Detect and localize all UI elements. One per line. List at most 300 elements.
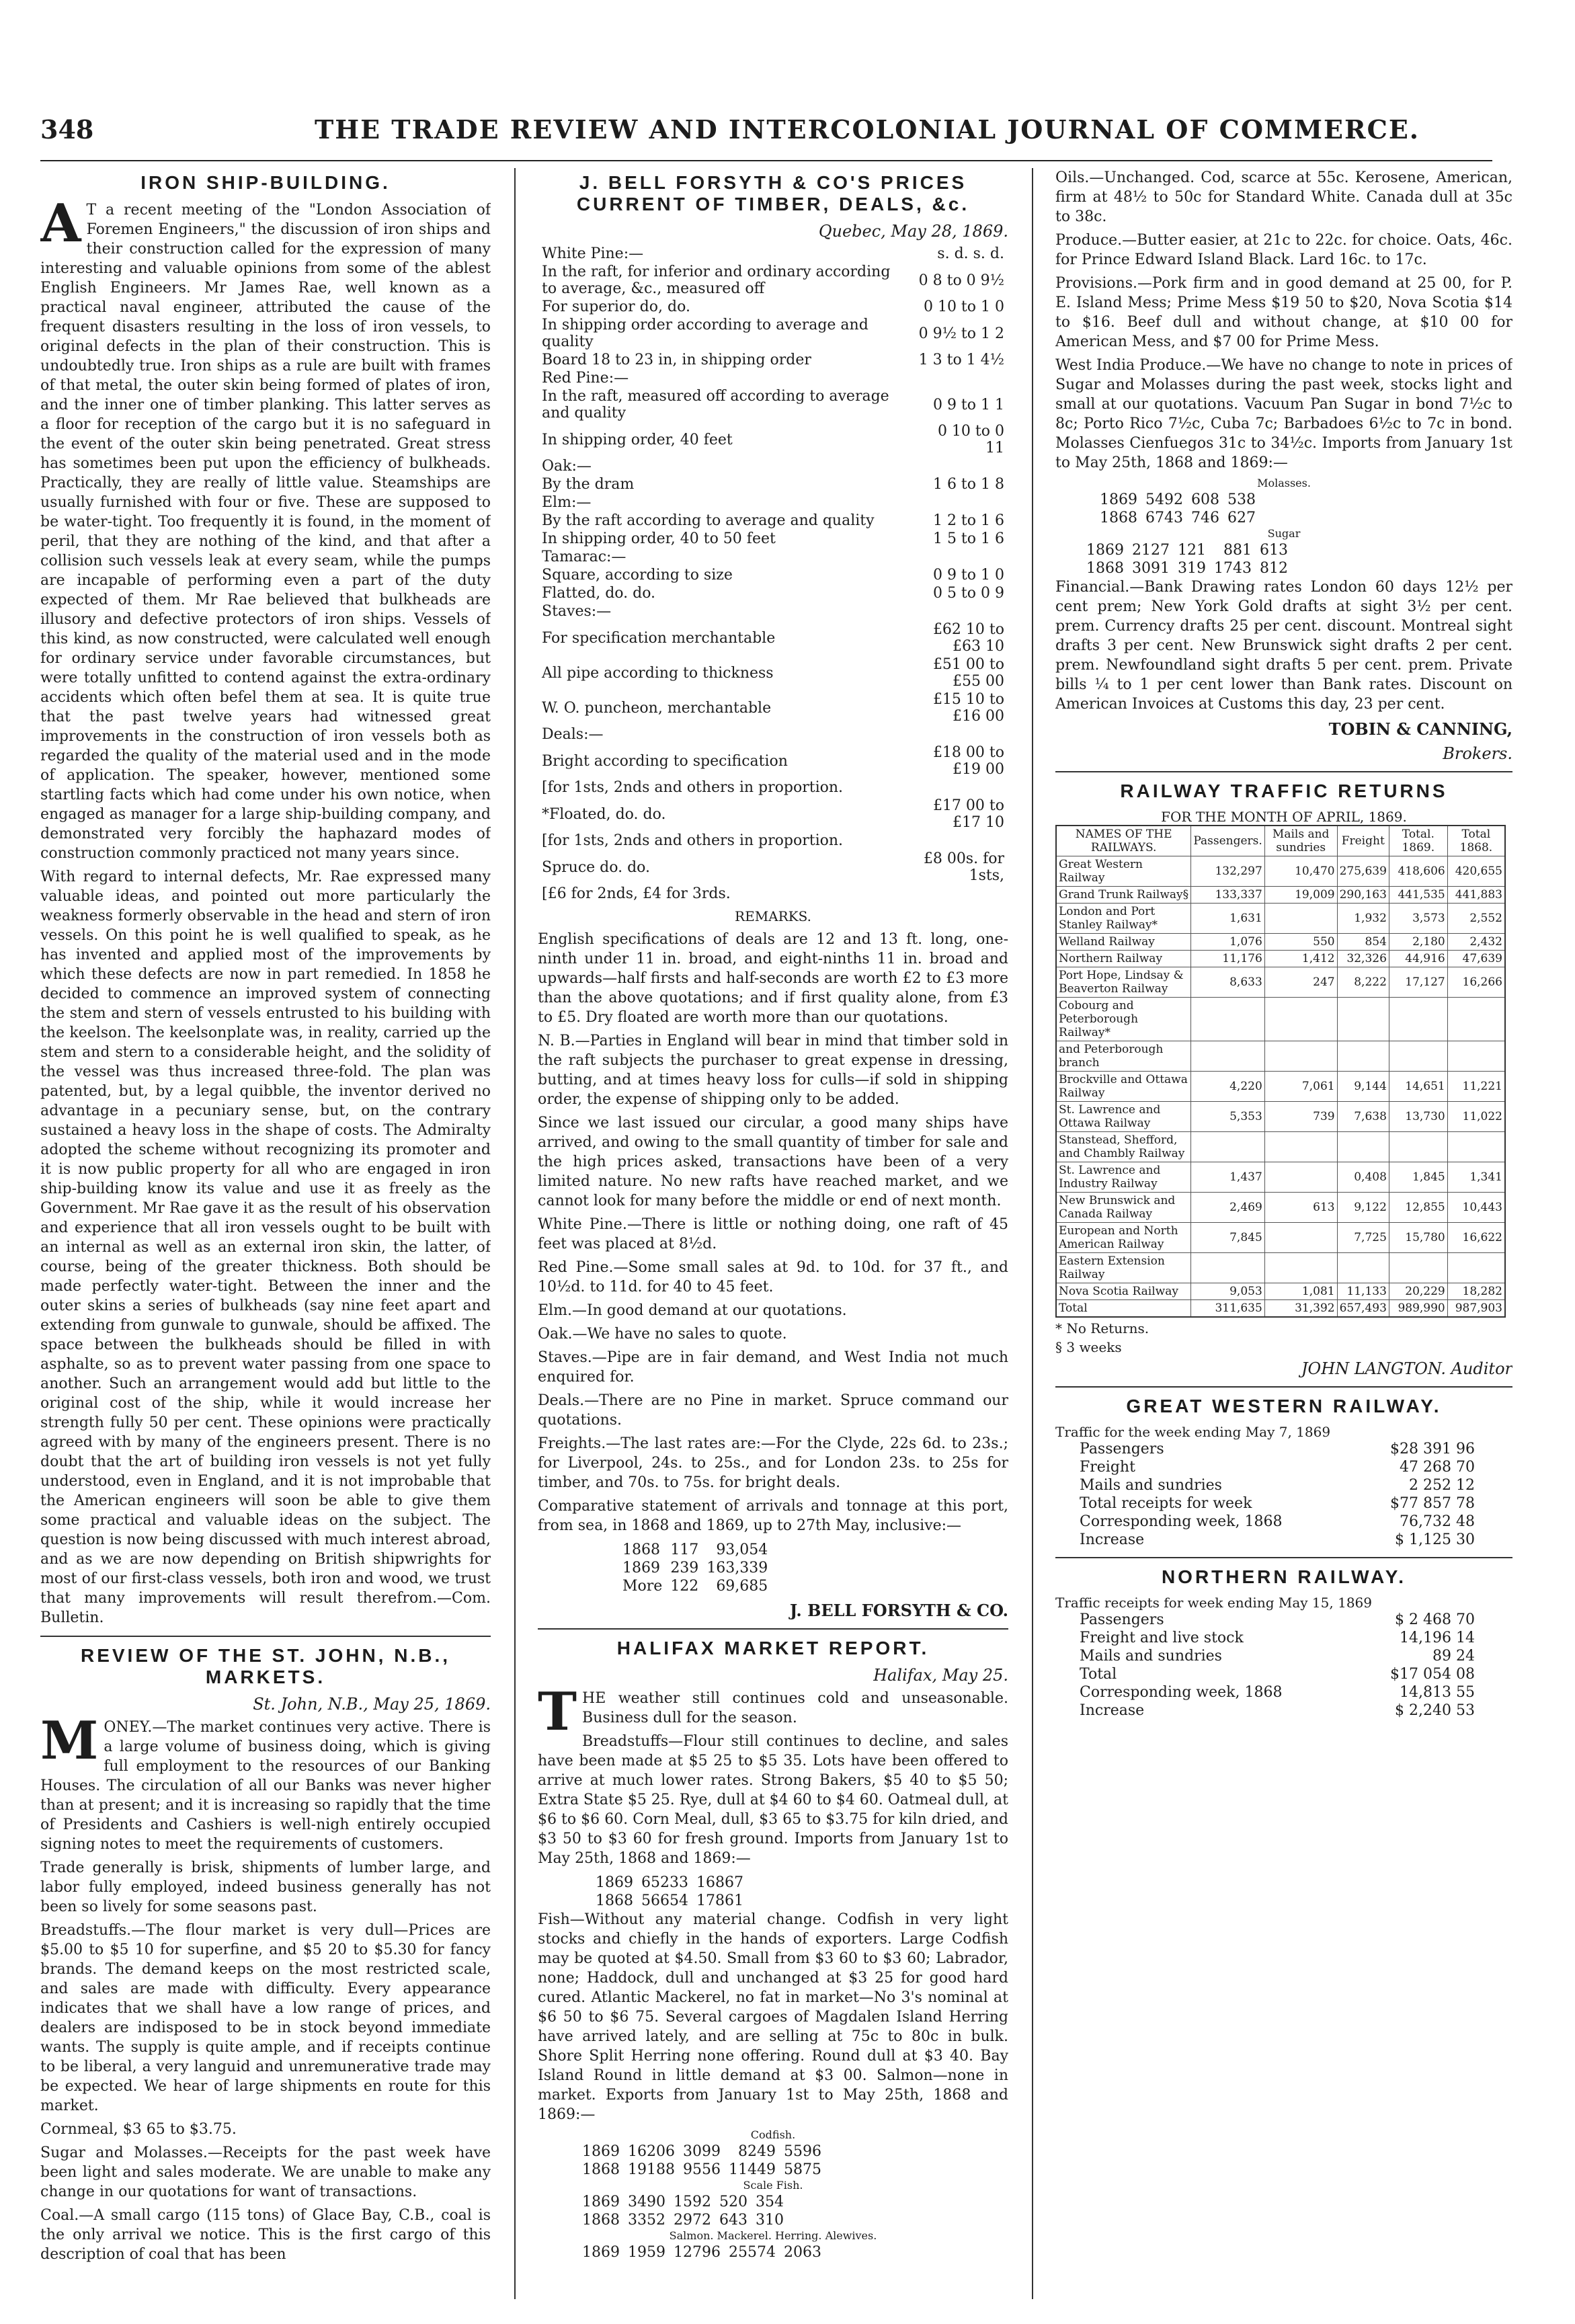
table-cell: 538 xyxy=(1227,491,1256,508)
table-cell: 550 xyxy=(1264,934,1337,951)
table-cell: 16867 xyxy=(696,1874,743,1891)
table-cell: Increase xyxy=(1080,1531,1145,1548)
table-cell: 6743 xyxy=(1145,510,1183,526)
table-cell: Passengers xyxy=(1080,1611,1164,1628)
remarks xyxy=(538,930,1008,1535)
table-cell: 47,639 xyxy=(1447,951,1505,967)
table-cell: 1,081 xyxy=(1264,1283,1337,1300)
table-cell xyxy=(1389,998,1447,1041)
price-row xyxy=(538,298,1008,316)
table-cell: 44,916 xyxy=(1389,951,1447,967)
table-row xyxy=(1056,1300,1505,1318)
table-cell: 319 xyxy=(1178,560,1206,577)
table-cell: 1868 xyxy=(1086,560,1124,577)
timber-price xyxy=(914,725,1008,744)
table-row xyxy=(1056,1041,1505,1072)
price-row xyxy=(538,725,1008,744)
table-row xyxy=(1056,1072,1505,1102)
table-cell: 5875 xyxy=(784,2161,821,2178)
railway-name: Grand Trunk Railway§ xyxy=(1056,887,1191,904)
timber-item: Staves:— xyxy=(542,603,612,620)
table-cell xyxy=(1337,1041,1389,1072)
table-cell: 17861 xyxy=(696,1892,743,1909)
table-cell: 1,845 xyxy=(1389,1162,1447,1193)
timber-item: *Floated, do. do. xyxy=(542,805,666,823)
table-cell: 1868 xyxy=(596,1892,633,1909)
table-cell: 1869 xyxy=(1100,491,1137,508)
table-cell: 69,685 xyxy=(716,1578,768,1595)
railway-name: Northern Railway xyxy=(1056,951,1191,967)
table-cell: 608 xyxy=(1191,491,1219,508)
table-row xyxy=(1056,998,1505,1041)
table-cell: 16,266 xyxy=(1447,967,1505,998)
timber-price: s. d. s. d. xyxy=(937,245,1004,262)
timber-price xyxy=(914,778,1008,797)
timber-item: Flatted, do. do. xyxy=(542,585,656,602)
article-paragraph: Provisions.—Pork firm and in good demand at 25 00, for P. E. Island Mess; Prime Mess $19 50 to $20, Nova Scotia $14 to $16. Beef dull and without change, at $10 00 for American Mess, and $7 00 for Prime Mess. xyxy=(1055,275,1512,350)
table-cell: 1869 xyxy=(622,1560,660,1576)
table-cell: $ 1,125 30 xyxy=(1395,1531,1475,1548)
railway-name: and Peterborough branch xyxy=(1056,1041,1191,1072)
page-header xyxy=(40,114,1553,155)
article-heading: J. BELL FORSYTH & CO'S PRICES CURRENT OF TIMBER, DEALS, &c. xyxy=(576,172,970,214)
table-cell: 520 xyxy=(719,2194,748,2210)
section-rule xyxy=(1055,771,1512,772)
table-cell xyxy=(1191,1041,1264,1072)
remark-paragraph: English specifications of deals are 12 and 13 ft. long, one-ninth under 11 in. broad, and eight-ninths 11 in. broad and upwards—half firsts and half-seconds are worth £2 to £3 more than the above quotations; and if first quality alone, from £3 to £5. Dry floated are worth more than our quotations. xyxy=(538,931,1008,1026)
table-cell xyxy=(1264,1041,1337,1072)
table-row xyxy=(618,1541,772,1559)
table-row xyxy=(1082,559,1292,577)
railway-name: Cobourg and Peterborough Railway* xyxy=(1056,998,1191,1041)
timber-price xyxy=(914,493,1008,512)
price-table xyxy=(538,245,1008,903)
table-row xyxy=(618,1559,772,1577)
table-row xyxy=(1056,904,1505,934)
table-row xyxy=(1076,1629,1479,1647)
table-cell: 121 xyxy=(1178,542,1206,559)
remark-paragraph: Since we last issued our circular, a good many ships have arrived, and owing to the small quantity of timber for sale and the high prices asked, transactions have been of a very limited nature. No new rafts have reached market, and we cannot look for many before the middle or end of next month. xyxy=(538,1115,1008,1209)
table-title: Salmon. Mackerel. Herring. Alewives. xyxy=(669,2229,877,2242)
table-cell: 1869 xyxy=(582,2244,620,2261)
table-cell: 311,635 xyxy=(1191,1300,1264,1318)
table-cell: 11,133 xyxy=(1337,1283,1389,1300)
table-cell: 122 xyxy=(670,1578,699,1595)
timber-item: [£6 for 2nds, £4 for 3rds. xyxy=(542,885,731,902)
table-cell: 19188 xyxy=(628,2161,675,2178)
railway-name: Eastern Extension Railway xyxy=(1056,1253,1191,1283)
table-row xyxy=(1076,1647,1479,1665)
timber-item: All pipe according to thickness xyxy=(542,664,774,682)
table-cell: 7,845 xyxy=(1191,1223,1264,1253)
table-cell xyxy=(1191,1253,1264,1283)
table-cell xyxy=(1264,1223,1337,1253)
table-cell: 275,639 xyxy=(1337,856,1389,887)
table-cell: 3099 xyxy=(683,2143,721,2160)
table-row xyxy=(1056,967,1505,998)
section-rule xyxy=(538,1628,1008,1630)
remark-paragraph: White Pine.—There is little or nothing doing, one raft of 45 feet was placed at 8½d. xyxy=(538,1216,1008,1252)
table-cell: 65233 xyxy=(641,1874,688,1891)
table-cell: 7,061 xyxy=(1264,1072,1337,1102)
table-cell: 354 xyxy=(756,2194,784,2210)
railway-name: New Brunswick and Canada Railway xyxy=(1056,1193,1191,1223)
table-row xyxy=(578,2211,788,2229)
railway-name: Nova Scotia Railway xyxy=(1056,1283,1191,1300)
table-cell: 1,631 xyxy=(1191,904,1264,934)
price-row xyxy=(538,850,1008,885)
price-row xyxy=(538,548,1008,566)
price-row xyxy=(538,387,1008,422)
dateline: Halifax, May 25. xyxy=(873,1666,1008,1685)
table-cell: 239 xyxy=(670,1560,699,1576)
article-paragraph: Fish—Without any material change. Codfish in very light stocks and chiefly in the hands of exporters. Large Codfish may be quoted at $4.50. Small from $3 60 to $3 60; Labrador, none; Haddock, dull and unchanged at $3 25 for good hard cured. Atlantic Mackerel, no fat in market—No 3's nominal at $6 50 to $6 75. Several cargoes of Magdalen Island Herring have arrived lately, and are selling at 75c to 80c in bulk. Shore Split Herring none offering. Round dull at $3 40. Bay Island Round in little demand at $3 00. Salmon—none in market. Exports from January 1st to May 25th, 1868 and 1869:— xyxy=(538,1911,1008,2123)
column-header: Passengers. xyxy=(1191,826,1264,856)
railway-returns-table xyxy=(1055,825,1506,1318)
article-paragraph: Oils.—Unchanged. Cod, scarce at 55c. Kerosene, American, firm at 48½ to 50c for Standard White. Canada dull at 35c to 38c. xyxy=(1055,169,1512,225)
table-cell: 8,633 xyxy=(1191,967,1264,998)
table-cell: Passengers xyxy=(1080,1441,1164,1457)
table-cell: 133,337 xyxy=(1191,887,1264,904)
price-row xyxy=(538,493,1008,512)
table-cell: Mails and sundries xyxy=(1080,1648,1222,1665)
table-cell: $ 2,240 53 xyxy=(1395,1702,1475,1719)
table-row xyxy=(1076,1476,1479,1494)
price-row xyxy=(538,475,1008,493)
remark-paragraph: Elm.—In good demand at our quotations. xyxy=(538,1302,847,1319)
railway-name: Total xyxy=(1056,1300,1191,1318)
table-row xyxy=(578,2243,825,2261)
sugar-table xyxy=(1082,540,1292,577)
table-cell: 441,535 xyxy=(1389,887,1447,904)
column-header: Freight xyxy=(1337,826,1389,856)
table-row xyxy=(1056,1162,1505,1193)
table-cell: 11,176 xyxy=(1191,951,1264,967)
table-row xyxy=(1076,1513,1479,1531)
timber-price: £17 00 to £17 10 xyxy=(932,797,1004,831)
table-cell: 2127 xyxy=(1132,542,1170,559)
table-cell: 1869 xyxy=(582,2143,620,2160)
column-right xyxy=(1055,168,1512,2297)
timber-price: £18 00 to £19 00 xyxy=(932,744,1004,778)
column-left xyxy=(40,168,491,2297)
timber-price: 0 5 to 0 9 xyxy=(932,585,1004,602)
timber-item: By the raft according to average and quality xyxy=(542,512,875,529)
table-cell: 0,408 xyxy=(1337,1162,1389,1193)
table-cell: 25574 xyxy=(729,2244,776,2261)
table-row xyxy=(578,2193,788,2211)
gw-traffic-table xyxy=(1076,1440,1479,1549)
column-middle xyxy=(538,168,1008,2297)
herring-table xyxy=(578,2242,825,2261)
timber-price: £15 10 to £16 00 xyxy=(932,691,1004,725)
timber-item: Bright according to specification xyxy=(542,752,788,770)
table-title: Codfish. xyxy=(750,2128,796,2141)
table-cell: 247 xyxy=(1264,967,1337,998)
table-cell: 2 252 12 xyxy=(1409,1477,1475,1494)
table-row xyxy=(1056,1253,1505,1283)
remarks-title: REMARKS. xyxy=(735,908,811,924)
table-cell: 812 xyxy=(1260,560,1288,577)
table-cell: 12796 xyxy=(674,2244,721,2261)
drop-cap: T xyxy=(538,1681,577,1742)
table-row xyxy=(1076,1531,1479,1549)
timber-item: For specification merchantable xyxy=(542,629,776,647)
table-title: Scale Fish. xyxy=(743,2179,803,2192)
article-paragraph: A T a recent meeting of the "London Association of Foremen Engineers," the discussion of iron ships and their construction called for the expression of many interesting and valuable opinions from some of the ablest English Engineers. Mr James Rae, well known as a practical naval engineer, attributed the cause of the frequent disasters resulting in the loss of iron vessels, to original defects in the plan of their construction. This is undoubtedly true. Iron ships as a rule are built with frames of that metal, the outer skin being formed of plates of iron, and the inner one of timber planking. This latter serves as a floor for reception of the cargo but it is no safeguard in the event of the outer skin being penetrated. Great stress has sometimes been put upon the efficiency of bulkheads. Practically, they are really of little value. Steamships are usually furnished with four or five. These are supposed to be water-tight. Too frequently it is found, in the moment of peril, that they are nothing of the kind, and that after a collision such vessels leak at every seam, while the pumps are incapable of performing even a part of the duty expected of them. Mr Rae believed that bulkheads are illusory and defective protectors of iron ships. Vessels of this kind, as now constructed, were calculated well enough for ordinary service under favorable circumstances, but were totally unfitted to contend against the extra-ordinary accidents which often befel them at sea. It is quite true that the past twelve years had witnessed great improvements in the construction of iron vessels both as regarded the quality of the material used and in the mode of application. The speaker, however, mentioned some startling facts which had come under his own notice, when engaged as manager for a large ship-building company, and demonstrated very forcibly the haphazard modes of construction commonly practiced not many years since. xyxy=(40,193,491,862)
table-cell: 9,053 xyxy=(1191,1283,1264,1300)
railway-name: Port Hope, Lindsay & Beaverton Railway xyxy=(1056,967,1191,998)
table-cell: 1,341 xyxy=(1447,1162,1505,1193)
timber-item: Oak:— xyxy=(542,458,592,475)
article-heading: NORTHERN RAILWAY. xyxy=(1161,1566,1407,1587)
table-cell: 1869 xyxy=(596,1874,633,1891)
price-row xyxy=(538,457,1008,475)
price-row xyxy=(538,369,1008,387)
article-paragraph: THE weather still continues cold and unseasonable. Business dull for the season. xyxy=(538,1681,1008,1742)
table-cell: Mails and sundries xyxy=(1080,1477,1222,1494)
table-row xyxy=(618,1577,772,1595)
table-cell xyxy=(1337,998,1389,1041)
railway-name: Welland Railway xyxy=(1056,934,1191,951)
price-row xyxy=(538,744,1008,778)
table-cell: 881 xyxy=(1223,542,1252,559)
table-cell: 987,903 xyxy=(1447,1300,1505,1318)
railway-name: Great Western Railway xyxy=(1056,856,1191,887)
timber-price xyxy=(914,832,1008,850)
timber-price: 1 5 to 1 6 xyxy=(932,530,1004,547)
timber-item: In the raft, measured off according to average and quality xyxy=(542,388,889,422)
railway-name: St. Lawrence and Ottawa Railway xyxy=(1056,1102,1191,1132)
table-cell xyxy=(1389,1041,1447,1072)
table-cell: 1959 xyxy=(628,2244,665,2261)
article-heading: REVIEW OF THE ST. JOHN, N.B., MARKETS. xyxy=(80,1645,451,1687)
table-cell: 418,606 xyxy=(1389,856,1447,887)
remark-paragraph: Oak.—We have no sales to quote. xyxy=(538,1326,787,1343)
timber-item: Elm:— xyxy=(542,494,592,511)
signature: TOBIN & CANNING, xyxy=(1328,719,1512,739)
table-cell: 613 xyxy=(1260,542,1288,559)
table-cell: 1869 xyxy=(582,2194,620,2210)
table-cell: $17 054 08 xyxy=(1390,1666,1475,1683)
timber-item: Square, according to size xyxy=(542,567,733,584)
table-cell: 1743 xyxy=(1214,560,1252,577)
table-title: Molasses. xyxy=(1257,477,1311,489)
table-cell: 117 xyxy=(670,1541,699,1558)
timber-price xyxy=(914,457,1008,475)
article-heading: HALIFAX MARKET REPORT. xyxy=(616,1638,930,1658)
price-row xyxy=(538,602,1008,620)
table-cell: 4,220 xyxy=(1191,1072,1264,1102)
arrivals-table xyxy=(618,1539,772,1595)
table-cell: Total receipts for week xyxy=(1080,1495,1252,1512)
price-row xyxy=(538,885,1008,903)
table-cell: 1869 xyxy=(1086,542,1124,559)
table-cell: 290,163 xyxy=(1337,887,1389,904)
timber-item: By the dram xyxy=(542,476,635,493)
table-cell: $28 391 96 xyxy=(1390,1441,1475,1457)
table-cell: 11,022 xyxy=(1447,1102,1505,1132)
timber-item: In the raft, for inferior and ordinary according to average, &c., measured off xyxy=(542,264,891,297)
table-cell: 11449 xyxy=(729,2161,776,2178)
table-cell: 1868 xyxy=(582,2212,620,2229)
remark-paragraph: Deals.—There are no Pine in market. Spruce command our quotations. xyxy=(538,1392,1008,1429)
table-cell: 18,282 xyxy=(1447,1283,1505,1300)
page-number: 348 xyxy=(40,114,94,145)
column-header: Total. 1869. xyxy=(1389,826,1447,856)
column-header: Total 1868. xyxy=(1447,826,1505,856)
railway-name: Stanstead, Shefford, and Chambly Railway xyxy=(1056,1132,1191,1162)
table-cell: 746 xyxy=(1191,510,1219,526)
table-cell: 20,229 xyxy=(1389,1283,1447,1300)
timber-price xyxy=(914,369,1008,387)
timber-price: £62 10 to £63 10 xyxy=(932,621,1004,655)
table-cell: 56654 xyxy=(641,1892,688,1909)
table-cell: 16,622 xyxy=(1447,1223,1505,1253)
section-rule xyxy=(1055,1557,1512,1558)
timber-price: 0 10 to 0 11 xyxy=(937,423,1004,456)
table-row xyxy=(1056,1193,1505,1223)
timber-price xyxy=(914,602,1008,620)
signature: JOHN LANGTON. Auditor xyxy=(1301,1359,1512,1378)
table-cell: 2,432 xyxy=(1447,934,1505,951)
table-row xyxy=(1056,856,1505,887)
table-cell xyxy=(1337,1253,1389,1283)
article-paragraph: With regard to internal defects, Mr. Rae expressed many valuable ideas, and pointed out more particularly the weakness formerly observable in the head and stern of iron vessels. On this point he is well qualified to speak, as he has invented and applied most of the improvements by which these defects are now in part remedied. In 1858 he decided to commence an improved system of connecting the stem and stern of vessels entrusted to his building with the keelson. The keelsonplate was, in reality, carried up the stem and stern to a considerable height, and the solidity of the vessel was thus increased three-fold. The plan was patented, but, by a legal quibble, the inventor derived no advantage in a pecuniary sense, but, on the contrary sustained a heavy loss in the shape of costs. The Admiralty adopted the scheme without recognizing its promoter and it is now public property for all who are engaged in iron ship-building know its value and use it as freely as the Government. Mr Rae gave it as the result of his observation and experience that all iron vessels ought to be built with an internal as well as an external iron skin, the latter, of course, being of the greater thickness. Both should be made perfectly water-tight. Between the inner and the outer skins a series of bulkheads (say nine feet apart and extending from gunwale to gunwale, should be affixed. The space between the bulkheads should be filled in with asphalte, so as to prevent water passing from one space to another. Such an arrangement would add but little to the original cost of the ship, while it would increase her strength fully 50 per cent. These opinions were practically agreed with by many of the engineers present. There is no doubt that the art of building iron vessels is not yet fully understood, even in England, and it is not improbable that the American engineers will soon be able to give them some practical and valuable ideas on the subject. The question is now being discussed with much interest abroad, and as we are now depending on British shipwrights for most of our first-class vessels, both iron and wood, we trust that many improvements will result therefrom.—Com. Bulletin. xyxy=(40,869,491,1626)
timber-item: Deals:— xyxy=(542,726,604,743)
timber-item: Red Pine:— xyxy=(542,370,629,387)
table-cell: 2063 xyxy=(784,2244,821,2261)
railway-name: St. Lawrence and Industry Railway xyxy=(1056,1162,1191,1193)
timber-item: Tamarac:— xyxy=(542,549,627,565)
price-row xyxy=(538,422,1008,457)
table-cell: 5596 xyxy=(784,2143,821,2160)
table-cell: 1868 xyxy=(622,1541,660,1558)
article-heading: IRON SHIP-BUILDING. xyxy=(140,172,391,193)
dateline: Quebec, May 28, 1869. xyxy=(818,222,1008,241)
table-cell: 8,222 xyxy=(1337,967,1389,998)
table-cell: 1592 xyxy=(674,2194,711,2210)
article-paragraph: Sugar and Molasses.—Receipts for the past week have been light and sales moderate. We are unable to make any change in our quotations for want of transactions. xyxy=(40,2145,491,2200)
timber-price: £8 00s. for 1sts, xyxy=(923,850,1004,884)
table-cell: 89 24 xyxy=(1432,1648,1475,1665)
timber-price: 0 9 to 1 0 xyxy=(932,567,1004,584)
table-cell: 12,855 xyxy=(1389,1193,1447,1223)
dateline: St. John, N.B., May 25, 1869. xyxy=(253,1695,491,1714)
table-cell: 47 268 70 xyxy=(1400,1459,1475,1476)
table-row xyxy=(1076,1665,1479,1683)
table-cell: 3,573 xyxy=(1389,904,1447,934)
table-cell: 1,932 xyxy=(1337,904,1389,934)
timber-item: [for 1sts, 2nds and others in proportion. xyxy=(542,832,844,849)
article-paragraph: West India Produce.—We have no change to note in prices of Sugar and Molasses during the past week, stocks light and small at our quotations. Vacuum Pan Sugar in bond 7½c to 8c; Porto Rico 7½c, Cuba 7c; Barbadoes 6½c to 7c in bond. Molasses Cienfuegos 31c to 34½c. Imports from January 1st to May 25th, 1868 and 1869:— xyxy=(1055,357,1512,471)
timber-price: 0 9½ to 1 2 xyxy=(918,325,1004,342)
table-cell: 31,392 xyxy=(1264,1300,1337,1318)
table-cell xyxy=(1191,998,1264,1041)
price-row xyxy=(538,351,1008,369)
table-cell: 1868 xyxy=(1100,510,1137,526)
table-cell: Corresponding week, 1868 xyxy=(1080,1684,1283,1701)
railway-name: European and North American Railway xyxy=(1056,1223,1191,1253)
price-row xyxy=(538,778,1008,797)
column-divider xyxy=(514,168,516,2299)
timber-price: 0 9 to 1 1 xyxy=(932,396,1004,413)
table-row xyxy=(1076,1494,1479,1513)
timber-item: Board 18 to 23 in, in shipping order xyxy=(542,352,811,368)
table-cell: 3490 xyxy=(628,2194,665,2210)
nr-traffic-table xyxy=(1076,1611,1479,1720)
table-cell: 3091 xyxy=(1132,560,1170,577)
drop-cap: A xyxy=(40,193,81,254)
table-cell: Total xyxy=(1080,1666,1117,1683)
table-cell: $ 2 468 70 xyxy=(1395,1611,1475,1628)
molasses-table xyxy=(1096,489,1260,527)
table-cell: Increase xyxy=(1080,1702,1145,1719)
table-row xyxy=(1056,1102,1505,1132)
price-row xyxy=(538,797,1008,832)
table-subtitle: Traffic for the week ending May 7, 1869 xyxy=(1055,1424,1331,1440)
table-row xyxy=(578,2142,825,2161)
table-row xyxy=(578,2161,825,2179)
table-cell: 989,990 xyxy=(1389,1300,1447,1318)
article-paragraph: Trade generally is brisk, shipments of lumber large, and labor fully employed, indeed business generally has not been so lively for some seasons past. xyxy=(40,1859,491,1915)
timber-item: For superior do, do. xyxy=(542,298,690,315)
table-row xyxy=(1096,491,1260,509)
table-cell: 2,469 xyxy=(1191,1193,1264,1223)
timber-price: 1 3 to 1 4½ xyxy=(918,352,1004,368)
article-paragraph: Breadstuffs.—The flour market is very dull—Prices are $5.00 to $5 10 for superfine, and $5 20 to $5.30 for fancy brands. The demand keeps on the most restricted scale, and sales are made with difficulty. Every appearance indicates that we shall have a low range of prices, and dealers are indisposed to be in stock beyond immediate wants. The supply is quite ample, and if receipts continue to be liberal, a very languid and unremunerative trade may be expected. We hear of large shipments en route for this market. xyxy=(40,1922,491,2114)
signature-title: Brokers. xyxy=(1443,744,1512,763)
table-cell: 93,054 xyxy=(716,1541,768,1558)
table-cell xyxy=(1389,1253,1447,1283)
table-row xyxy=(1076,1701,1479,1720)
table-cell: 1868 xyxy=(582,2161,620,2178)
timber-item: In shipping order according to average and quality xyxy=(542,317,869,350)
journal-title: THE TRADE REVIEW AND INTERCOLONIAL JOURNAL OF COMMERCE. xyxy=(314,114,1420,145)
table-cell: 7,638 xyxy=(1337,1102,1389,1132)
article-paragraph: MONEY.—The market continues very active. There is a large volume of business doing, which is giving full employment to the resources of our Banking Houses. The circulation of all our Banks was never higher than at present; and it is increasing so rapidly that the time of Presidents and Cashiers is well-nigh entirely occupied signing notes to meet the requirements of customers. xyxy=(40,1710,491,1853)
table-cell: 5492 xyxy=(1145,491,1183,508)
price-row xyxy=(538,832,1008,850)
timber-item: White Pine:— xyxy=(542,245,644,262)
table-cell: Freight xyxy=(1080,1459,1135,1476)
table-cell: 17,127 xyxy=(1389,967,1447,998)
article-paragraph: Cornmeal, $3 65 to $3.75. xyxy=(40,2121,237,2138)
table-row xyxy=(1056,934,1505,951)
codfish-table xyxy=(578,2141,825,2179)
railway-name: London and Port Stanley Railway* xyxy=(1056,904,1191,934)
remark-paragraph: Staves.—Pipe are in fair demand, and West India not much enquired for. xyxy=(538,1349,1008,1386)
price-row xyxy=(538,566,1008,584)
table-row xyxy=(1056,1283,1505,1300)
table-cell: 310 xyxy=(756,2212,784,2229)
table-cell: 10,470 xyxy=(1264,856,1337,887)
price-row xyxy=(538,512,1008,530)
article-paragraph: Coal.—A small cargo (115 tons) of Glace Bay, C.B., coal is the only arrival we notice. This is the first cargo of this description of coal that has been xyxy=(40,2207,491,2263)
price-row xyxy=(538,530,1008,548)
column-header: Mails and sundries xyxy=(1264,826,1337,856)
article-paragraph: Produce.—Butter easier, at 21c to 22c. for choice. Oats, 46c. for Prince Edward Island Black. Lard 16c. to 17c. xyxy=(1055,232,1512,268)
article-heading: GREAT WESTERN RAILWAY. xyxy=(1126,1396,1442,1416)
table-row xyxy=(1076,1458,1479,1476)
table-cell: 2,180 xyxy=(1389,934,1447,951)
table-cell: 8249 xyxy=(738,2143,776,2160)
table-cell: 2,552 xyxy=(1447,904,1505,934)
table-row xyxy=(592,1892,748,1910)
table-cell xyxy=(1264,904,1337,934)
timber-item: W. O. puncheon, merchantable xyxy=(542,699,772,717)
price-row xyxy=(538,690,1008,725)
